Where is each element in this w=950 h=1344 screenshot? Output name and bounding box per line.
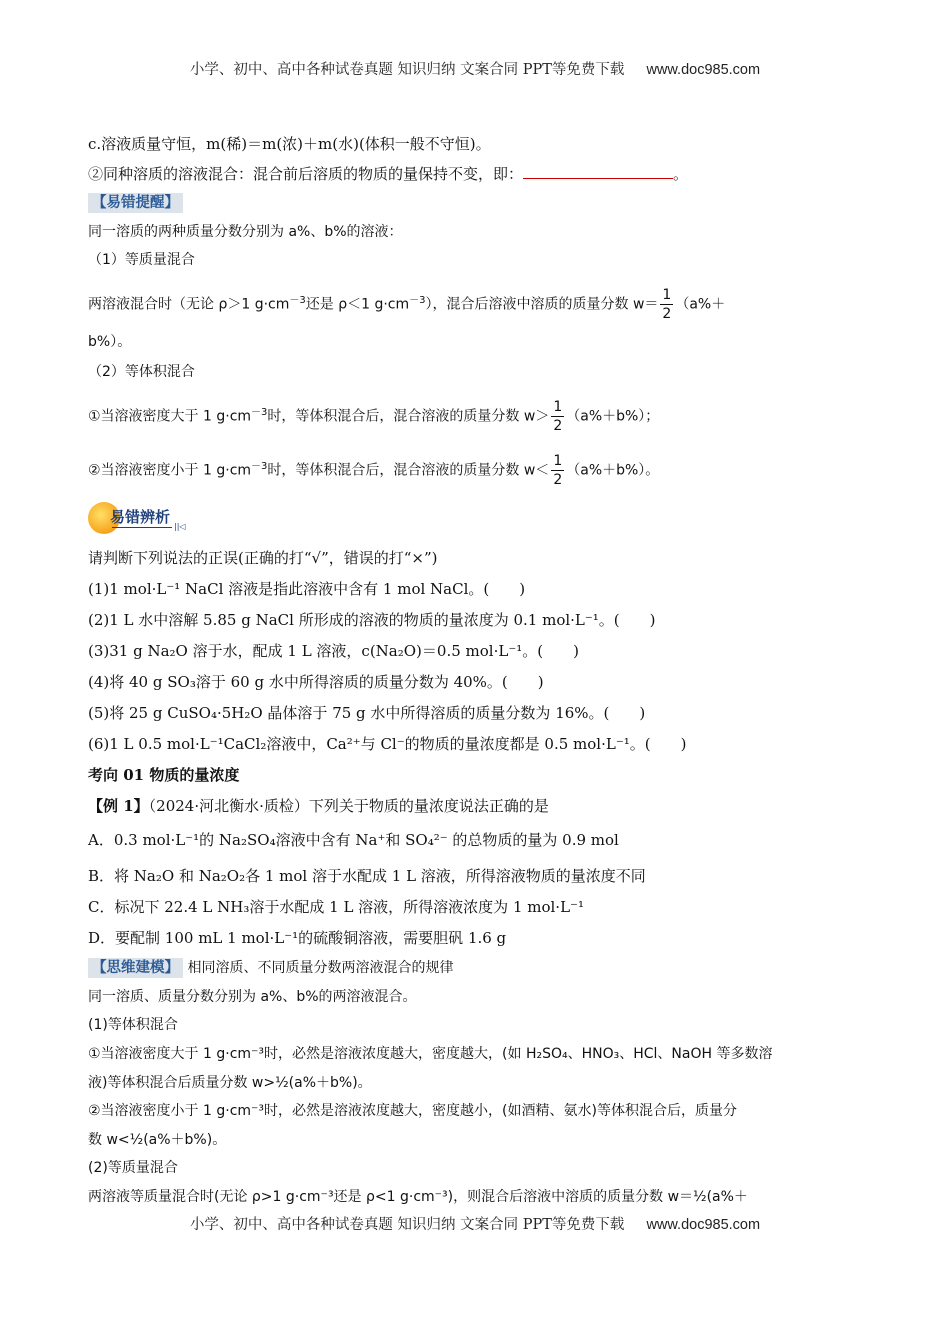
- option-b: B．将 Na₂O 和 Na₂O₂各 1 mol 溶于水配成 1 L 溶液，所得溶液物质的量浓度不同: [88, 867, 646, 885]
- intro-line-1: c.溶液质量守恒，m(稀)＝m(浓)＋m(水)(体积一般不守恒)。: [88, 135, 491, 153]
- half-fraction: [551, 452, 564, 489]
- judge-item-5: (5)将 25 g CuSO₄·5H₂O 晶体溶于 75 g 水中所得溶质的质量分数为 16%。( ): [88, 704, 646, 722]
- judge-item-3: (3)31 g Na₂O 溶于水，配成 1 L 溶液，c(Na₂O)＝0.5 mol·L⁻¹。( ): [88, 642, 579, 660]
- footer-url[interactable]: www.doc985.com: [646, 1217, 761, 1233]
- eq-mass-a: 两溶液混合时（无论 ρ＞1 g·cm: [88, 296, 290, 313]
- vol1-b: 时，等体积混合后，混合溶液的质量分数 w＞: [267, 408, 550, 425]
- tip-sub-2: （2）等体积混合: [88, 364, 195, 380]
- header-text: 小学、初中、高中各种试卷真题 知识归纳 文案合同 PPT等免费下载: [189, 62, 625, 78]
- example-label: 【例 1】: [88, 797, 149, 815]
- half-fraction: [551, 398, 564, 435]
- page-footer: [0, 1213, 950, 1234]
- tip-mass-equation-end: b%）。: [88, 334, 132, 350]
- eq-mass-b: 还是 ρ＜1 g·cm: [305, 296, 410, 313]
- vol1-a: ①当溶液密度大于 1 g·cm: [88, 408, 252, 425]
- section-title: 考向 01 物质的量浓度: [88, 766, 240, 784]
- vol1-c: （a%＋b%）；: [566, 408, 660, 425]
- model-line-8: 两溶液等质量混合时(无论 ρ>1 g·cm⁻³还是 ρ<1 g·cm⁻³)，则混合后溶液中溶质的质量分数 w＝½(a%＋: [88, 1189, 748, 1205]
- vol2-c: （a%＋b%）。: [566, 462, 660, 479]
- option-a: A．0.3 mol·L⁻¹的 Na₂SO₄溶液中含有 Na⁺和 SO₄²⁻ 的总物质的量为 0.9 mol: [88, 831, 619, 849]
- example-stem-text: （2024·河北衡水·质检）下列关于物质的量浓度说法正确的是: [148, 797, 549, 815]
- frac-den: 2: [553, 472, 563, 488]
- answer-blank: [523, 164, 673, 179]
- vol2-b: 时，等体积混合后，混合溶液的质量分数 w＜: [267, 462, 550, 479]
- model-line-3: ①当溶液密度大于 1 g·cm⁻³时，必然是溶液浓度越大，密度越大，(如 H₂SO₄、HNO₃、HCl、NaOH 等多数溶: [88, 1046, 773, 1062]
- model-line-1: 同一溶质、质量分数分别为 a%、b%的两溶液混合。: [88, 989, 417, 1005]
- tip-mass-equation: [88, 286, 725, 323]
- frac-num: 1: [662, 287, 672, 303]
- badge-label: 易错辨析: [110, 508, 171, 526]
- tip-label: 【易错提醒】: [88, 193, 183, 213]
- tip-sub-1: （1）等质量混合: [88, 252, 195, 268]
- model-line-6: 数 w<½(a%＋b%)。: [88, 1132, 227, 1148]
- judge-item-6: (6)1 L 0.5 mol·L⁻¹CaCl₂溶液中，Ca²⁺与 Cl⁻的物质的量浓度都是 0.5 mol·L⁻¹。( ): [88, 735, 687, 753]
- page-header: [0, 58, 950, 79]
- vol2-a: ②当溶液密度小于 1 g·cm: [88, 462, 252, 479]
- eq-mass-c: ），混合后溶液中溶质的质量分数 w＝: [425, 296, 659, 313]
- intro-line-2-end: 。: [673, 165, 689, 183]
- header-url[interactable]: www.doc985.com: [646, 62, 761, 78]
- model-title: 相同溶质、不同质量分数两溶液混合的规律: [187, 960, 454, 976]
- footer-text: 小学、初中、高中各种试卷真题 知识归纳 文案合同 PPT等免费下载: [189, 1217, 625, 1233]
- tip-vol-2: [88, 452, 659, 489]
- frac-den: 2: [553, 418, 563, 434]
- judge-item-4: (4)将 40 g SO₃溶于 60 g 水中所得溶质的质量分数为 40%。( ): [88, 673, 544, 691]
- frac-den: 2: [662, 306, 672, 322]
- option-d: D．要配制 100 mL 1 mol·L⁻¹的硫酸铜溶液，需要胆矾 1.6 g: [88, 929, 507, 947]
- badge-mark: ||◁: [174, 522, 186, 531]
- model-label: 【思维建模】: [88, 958, 183, 978]
- exp: －3: [251, 406, 268, 418]
- intro-line-2: [88, 164, 688, 184]
- exp: －3: [289, 294, 306, 306]
- eq-mass-d: （a%＋: [675, 296, 726, 313]
- intro-line-2-text: ②同种溶质的溶液混合：混合前后溶质的物质的量保持不变，即：: [88, 165, 524, 183]
- judge-item-1: (1)1 mol·L⁻¹ NaCl 溶液是指此溶液中含有 1 mol NaCl。( ): [88, 580, 526, 598]
- judge-instruction: 请判断下列说法的正误(正确的打“√”，错误的打“×”): [88, 549, 438, 567]
- error-analysis-badge: [88, 500, 188, 536]
- exp: －3: [251, 460, 268, 472]
- half-fraction: [660, 286, 673, 323]
- badge-rule: [112, 527, 172, 528]
- model-header: [88, 958, 453, 978]
- frac-num: 1: [553, 453, 563, 469]
- exp: －3: [409, 294, 426, 306]
- model-line-5: ②当溶液密度小于 1 g·cm⁻³时，必然是溶液浓度越大，密度越小，(如酒精、氨水)等体积混合后，质量分: [88, 1103, 737, 1119]
- option-c: C．标况下 22.4 L NH₃溶于水配成 1 L 溶液，所得溶液浓度为 1 mol·L⁻¹: [88, 898, 584, 916]
- model-line-4: 液)等体积混合后质量分数 w>½(a%＋b%)。: [88, 1075, 372, 1091]
- tip-label-line: [88, 192, 183, 213]
- tip-line-1: 同一溶质的两种质量分数分别为 a%、b%的溶液：: [88, 224, 403, 240]
- model-line-7: (2)等质量混合: [88, 1160, 178, 1176]
- judge-item-2: (2)1 L 水中溶解 5.85 g NaCl 所形成的溶液的物质的量浓度为 0.1 mol·L⁻¹。( ): [88, 611, 656, 629]
- model-line-2: (1)等体积混合: [88, 1017, 178, 1033]
- frac-num: 1: [553, 399, 563, 415]
- tip-vol-1: [88, 398, 659, 435]
- example-stem: [88, 796, 549, 816]
